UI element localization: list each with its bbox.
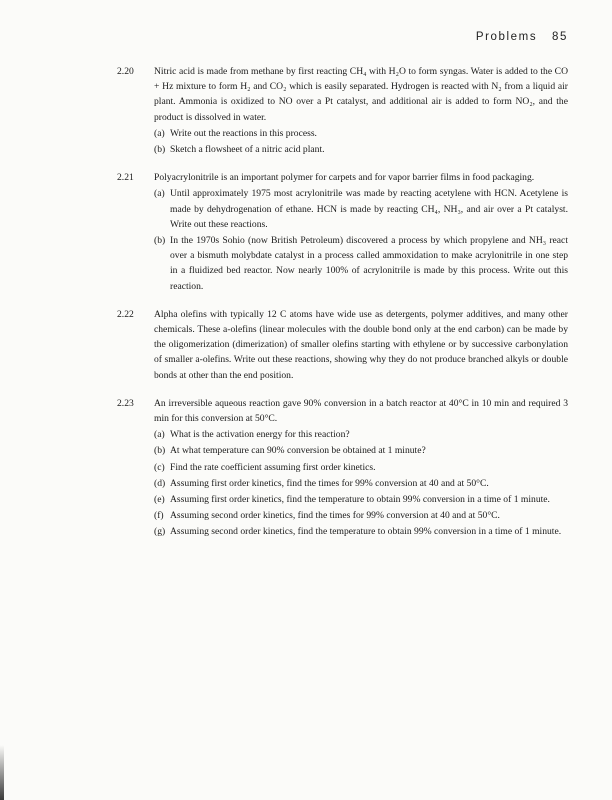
problem-2-21 bbox=[117, 170, 568, 294]
part-label: (a) bbox=[154, 127, 165, 139]
problem-part bbox=[154, 476, 568, 491]
problem-part bbox=[154, 142, 568, 157]
problem-part bbox=[154, 233, 568, 294]
part-text: Find the rate coefficient assuming first order kinetics. bbox=[170, 461, 376, 473]
problem-part bbox=[154, 460, 568, 475]
part-label: (b) bbox=[154, 235, 166, 247]
running-header bbox=[476, 31, 568, 43]
problem-statement: Polyacrylonitrile is an important polymer for carpets and for vapor barrier films in food packaging. bbox=[154, 172, 535, 184]
problem-part bbox=[154, 508, 568, 523]
part-text: Until approximately 1975 most acrylonitrile was made by reacting acetylene with HCN. Acetylene is made by dehydrogenation of ethane. HCN is made by reacting CH₄, NH₃, and air over a Pt catalyst. Write out these reactions. bbox=[170, 188, 568, 230]
problems-section bbox=[117, 64, 568, 553]
part-label: (c) bbox=[154, 461, 165, 473]
problem-part bbox=[154, 443, 568, 458]
part-text: What is the activation energy for this reaction? bbox=[170, 429, 350, 441]
part-label: (g) bbox=[154, 526, 166, 538]
problem-number: 2.23 bbox=[117, 397, 134, 409]
problem-part bbox=[154, 492, 568, 507]
part-label: (b) bbox=[154, 445, 166, 457]
part-label: (b) bbox=[154, 144, 166, 156]
problem-2-20 bbox=[117, 64, 568, 157]
problem-2-23 bbox=[117, 396, 568, 540]
problem-statement: Alpha olefins with typically 12 C atoms have wide use as detergents, polymer additives, and many other chemicals. These a-olefins (linear molecules with the double bond only at the end carbon) can be made by the oligomerization (dimerization) of smaller olefins starting with ethylene or by successive carbonylation of smaller a-olefins. Write out these reactions, showing why they do not produce branched alkyls or double bonds at other than the end position. bbox=[154, 308, 568, 381]
page-number: 85 bbox=[552, 31, 568, 43]
part-label: (a) bbox=[154, 188, 165, 200]
problem-number: 2.20 bbox=[117, 66, 134, 77]
binding-edge-shadow bbox=[0, 745, 4, 800]
problem-part bbox=[154, 126, 568, 141]
problem-2-22 bbox=[117, 307, 568, 383]
part-text: Write out the reactions in this process. bbox=[170, 127, 317, 139]
problem-number: 2.22 bbox=[117, 308, 134, 320]
problem-statement: An irreversible aqueous reaction gave 90% conversion in a batch reactor at 40°C in 10 min and required 3 min for this conversion at 50°C. bbox=[154, 397, 568, 425]
part-text: Assuming second order kinetics, find the times for 99% conversion at 40 and at 50°C. bbox=[170, 510, 500, 522]
part-label: (f) bbox=[154, 510, 164, 522]
part-label: (e) bbox=[154, 494, 165, 506]
problem-part bbox=[154, 427, 568, 442]
problem-number: 2.21 bbox=[117, 172, 134, 184]
problem-part bbox=[154, 524, 568, 539]
problem-part bbox=[154, 186, 568, 232]
part-text: At what temperature can 90% conversion be obtained at 1 minute? bbox=[170, 445, 426, 457]
header-title: Problems bbox=[475, 31, 538, 43]
problem-statement: Nitric acid is made from methane by first reacting CH₄ with H₂O to form syngas. Water is added to the CO + Hz mixture to form H₂ and CO₂ which is easily separated. Hydrogen is reacted with N₂ from a liquid air plant. Ammonia is oxidized to NO over a Pt catalyst, and additional air is added to form NO₂, and the product is dissolved in water. bbox=[154, 66, 568, 123]
part-label: (a) bbox=[154, 429, 165, 441]
part-text: Assuming first order kinetics, find the times for 99% conversion at 40 and at 50°C. bbox=[170, 477, 489, 489]
part-text: Assuming first order kinetics, find the temperature to obtain 99% conversion in a time of 1 minute. bbox=[170, 494, 550, 506]
part-text: In the 1970s Sohio (now British Petroleum) discovered a process by which propylene and NH₃ react over a bismuth molybdate catalyst in a process called ammoxidation to make acrylonitrile in one step in a fluidized bed reactor. Now nearly 100% of acrylonitrile is made by this process. Write out this reaction. bbox=[170, 235, 568, 292]
part-label: (d) bbox=[154, 477, 166, 489]
part-text: Sketch a flowsheet of a nitric acid plant. bbox=[170, 144, 325, 156]
part-text: Assuming second order kinetics, find the temperature to obtain 99% conversion in a time of 1 minute. bbox=[170, 526, 562, 538]
